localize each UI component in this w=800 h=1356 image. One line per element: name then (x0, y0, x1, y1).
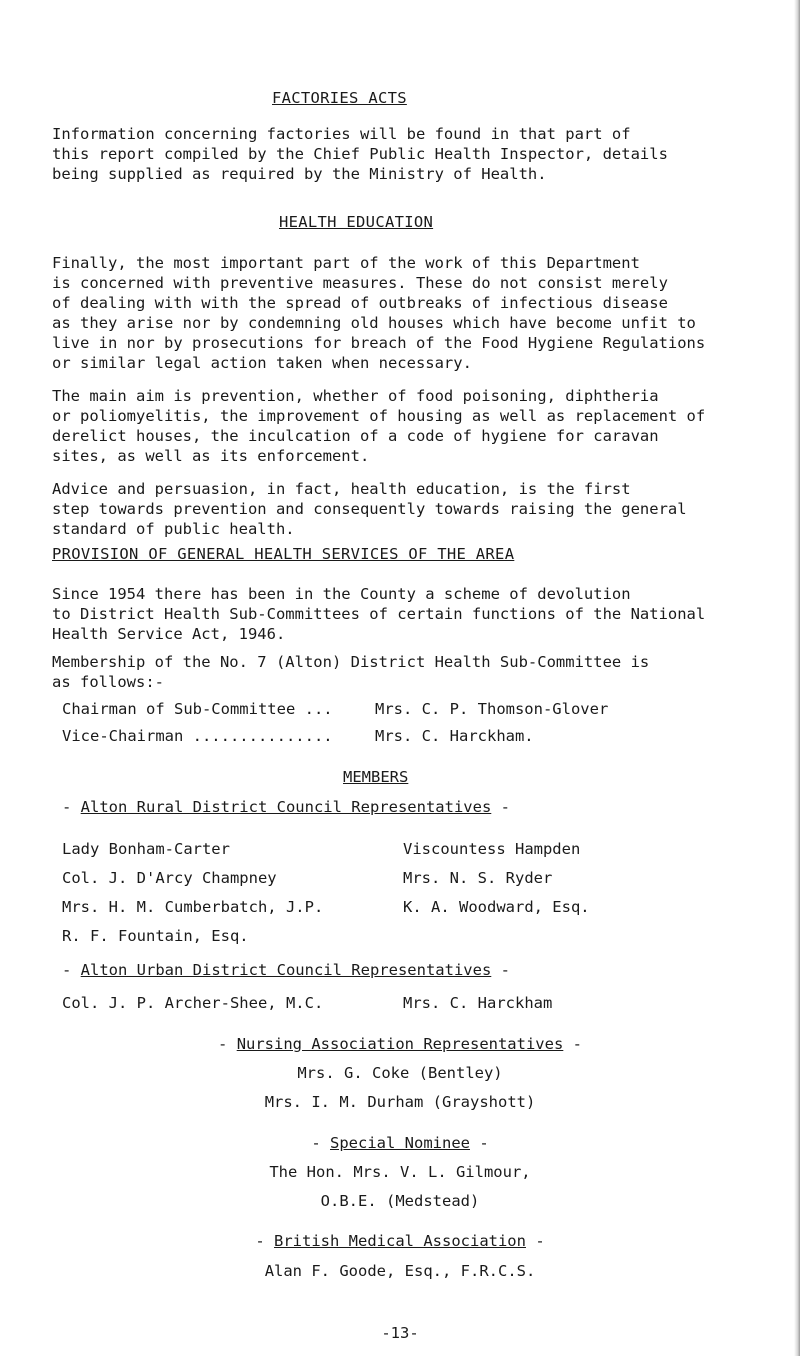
rural-member: Col. J. D'Arcy Champney (62, 869, 277, 887)
urban-member: Mrs. C. Harckham (403, 994, 553, 1012)
urban-member: Col. J. P. Archer-Shee, M.C. (62, 994, 324, 1012)
chairman-label: Chairman of Sub-Committee ... (62, 700, 333, 718)
rural-member: Mrs. H. M. Cumberbatch, J.P. (62, 898, 324, 916)
health-education-paragraph-1: Finally, the most important part of the work of this Department is concerned with preventive measures. These do not consist merely of dealing with with the spread of outbreaks of infectious disease as they arise nor by condemning old houses which have become unfit to live in nor by prosecutions for breach of the Food Hygiene Regulations or similar legal action taken when necessary. (52, 254, 706, 372)
nursing-heading: - Nursing Association Representatives - (218, 1035, 582, 1053)
chairman-name: Mrs. C. P. Thomson-Glover (375, 700, 609, 718)
vice-chairman-name: Mrs. C. Harckham. (375, 727, 534, 745)
rural-member: K. A. Woodward, Esq. (403, 898, 590, 916)
special-nominee-heading: - Special Nominee - (311, 1134, 489, 1152)
factories-paragraph: Information concerning factories will be found in that part of this report compiled by the Chief Public Health Inspector, details being supplied as required by the Ministry of Health. (52, 125, 668, 183)
page-number: -13- (381, 1324, 419, 1342)
rural-heading: - Alton Rural District Council Representatives - (62, 798, 510, 816)
bma-member: Alan F. Goode, Esq., F.R.C.S. (264, 1262, 536, 1280)
factories-heading: FACTORIES ACTS (272, 89, 407, 107)
rural-member: Lady Bonham-Carter (62, 840, 230, 858)
nursing-member: Mrs. G. Coke (Bentley) (297, 1064, 503, 1082)
health-education-heading: HEALTH EDUCATION (279, 213, 434, 231)
provision-heading: PROVISION OF GENERAL HEALTH SERVICES OF THE AREA (52, 545, 515, 563)
rural-heading-text: Alton Rural District Council Representatives (80, 798, 492, 816)
bma-heading: - British Medical Association - (255, 1232, 545, 1250)
special-nominee-line: O.B.E. (Medstead) (320, 1192, 480, 1210)
vice-chairman-label: Vice-Chairman ............... (62, 727, 333, 745)
provision-paragraph-2: Membership of the No. 7 (Alton) District Health Sub-Committee is as follows:- (52, 653, 650, 691)
members-heading: MEMBERS (343, 768, 409, 786)
rural-member: R. F. Fountain, Esq. (62, 927, 249, 945)
provision-paragraph-1: Since 1954 there has been in the County a scheme of devolution to District Health Sub-Committees of certain functions of the National Health Service Act, 1946. (52, 585, 706, 643)
rural-member: Viscountess Hampden (403, 840, 581, 858)
nursing-member: Mrs. I. M. Durham (Grayshott) (264, 1093, 536, 1111)
health-education-paragraph-3: Advice and persuasion, in fact, health education, is the first step towards prevention and consequently towards raising the general standard of public health. (52, 480, 687, 538)
rural-member: Mrs. N. S. Ryder (403, 869, 553, 887)
urban-heading: - Alton Urban District Council Representatives - (62, 961, 510, 979)
health-education-paragraph-2: The main aim is prevention, whether of food poisoning, diphtheria or poliomyelitis, the improvement of housing as well as replacement of derelict houses, the inculcation of a code of hygiene for caravan sites, as well as its enforcement. (52, 387, 706, 465)
special-nominee-line: The Hon. Mrs. V. L. Gilmour, (269, 1163, 531, 1181)
